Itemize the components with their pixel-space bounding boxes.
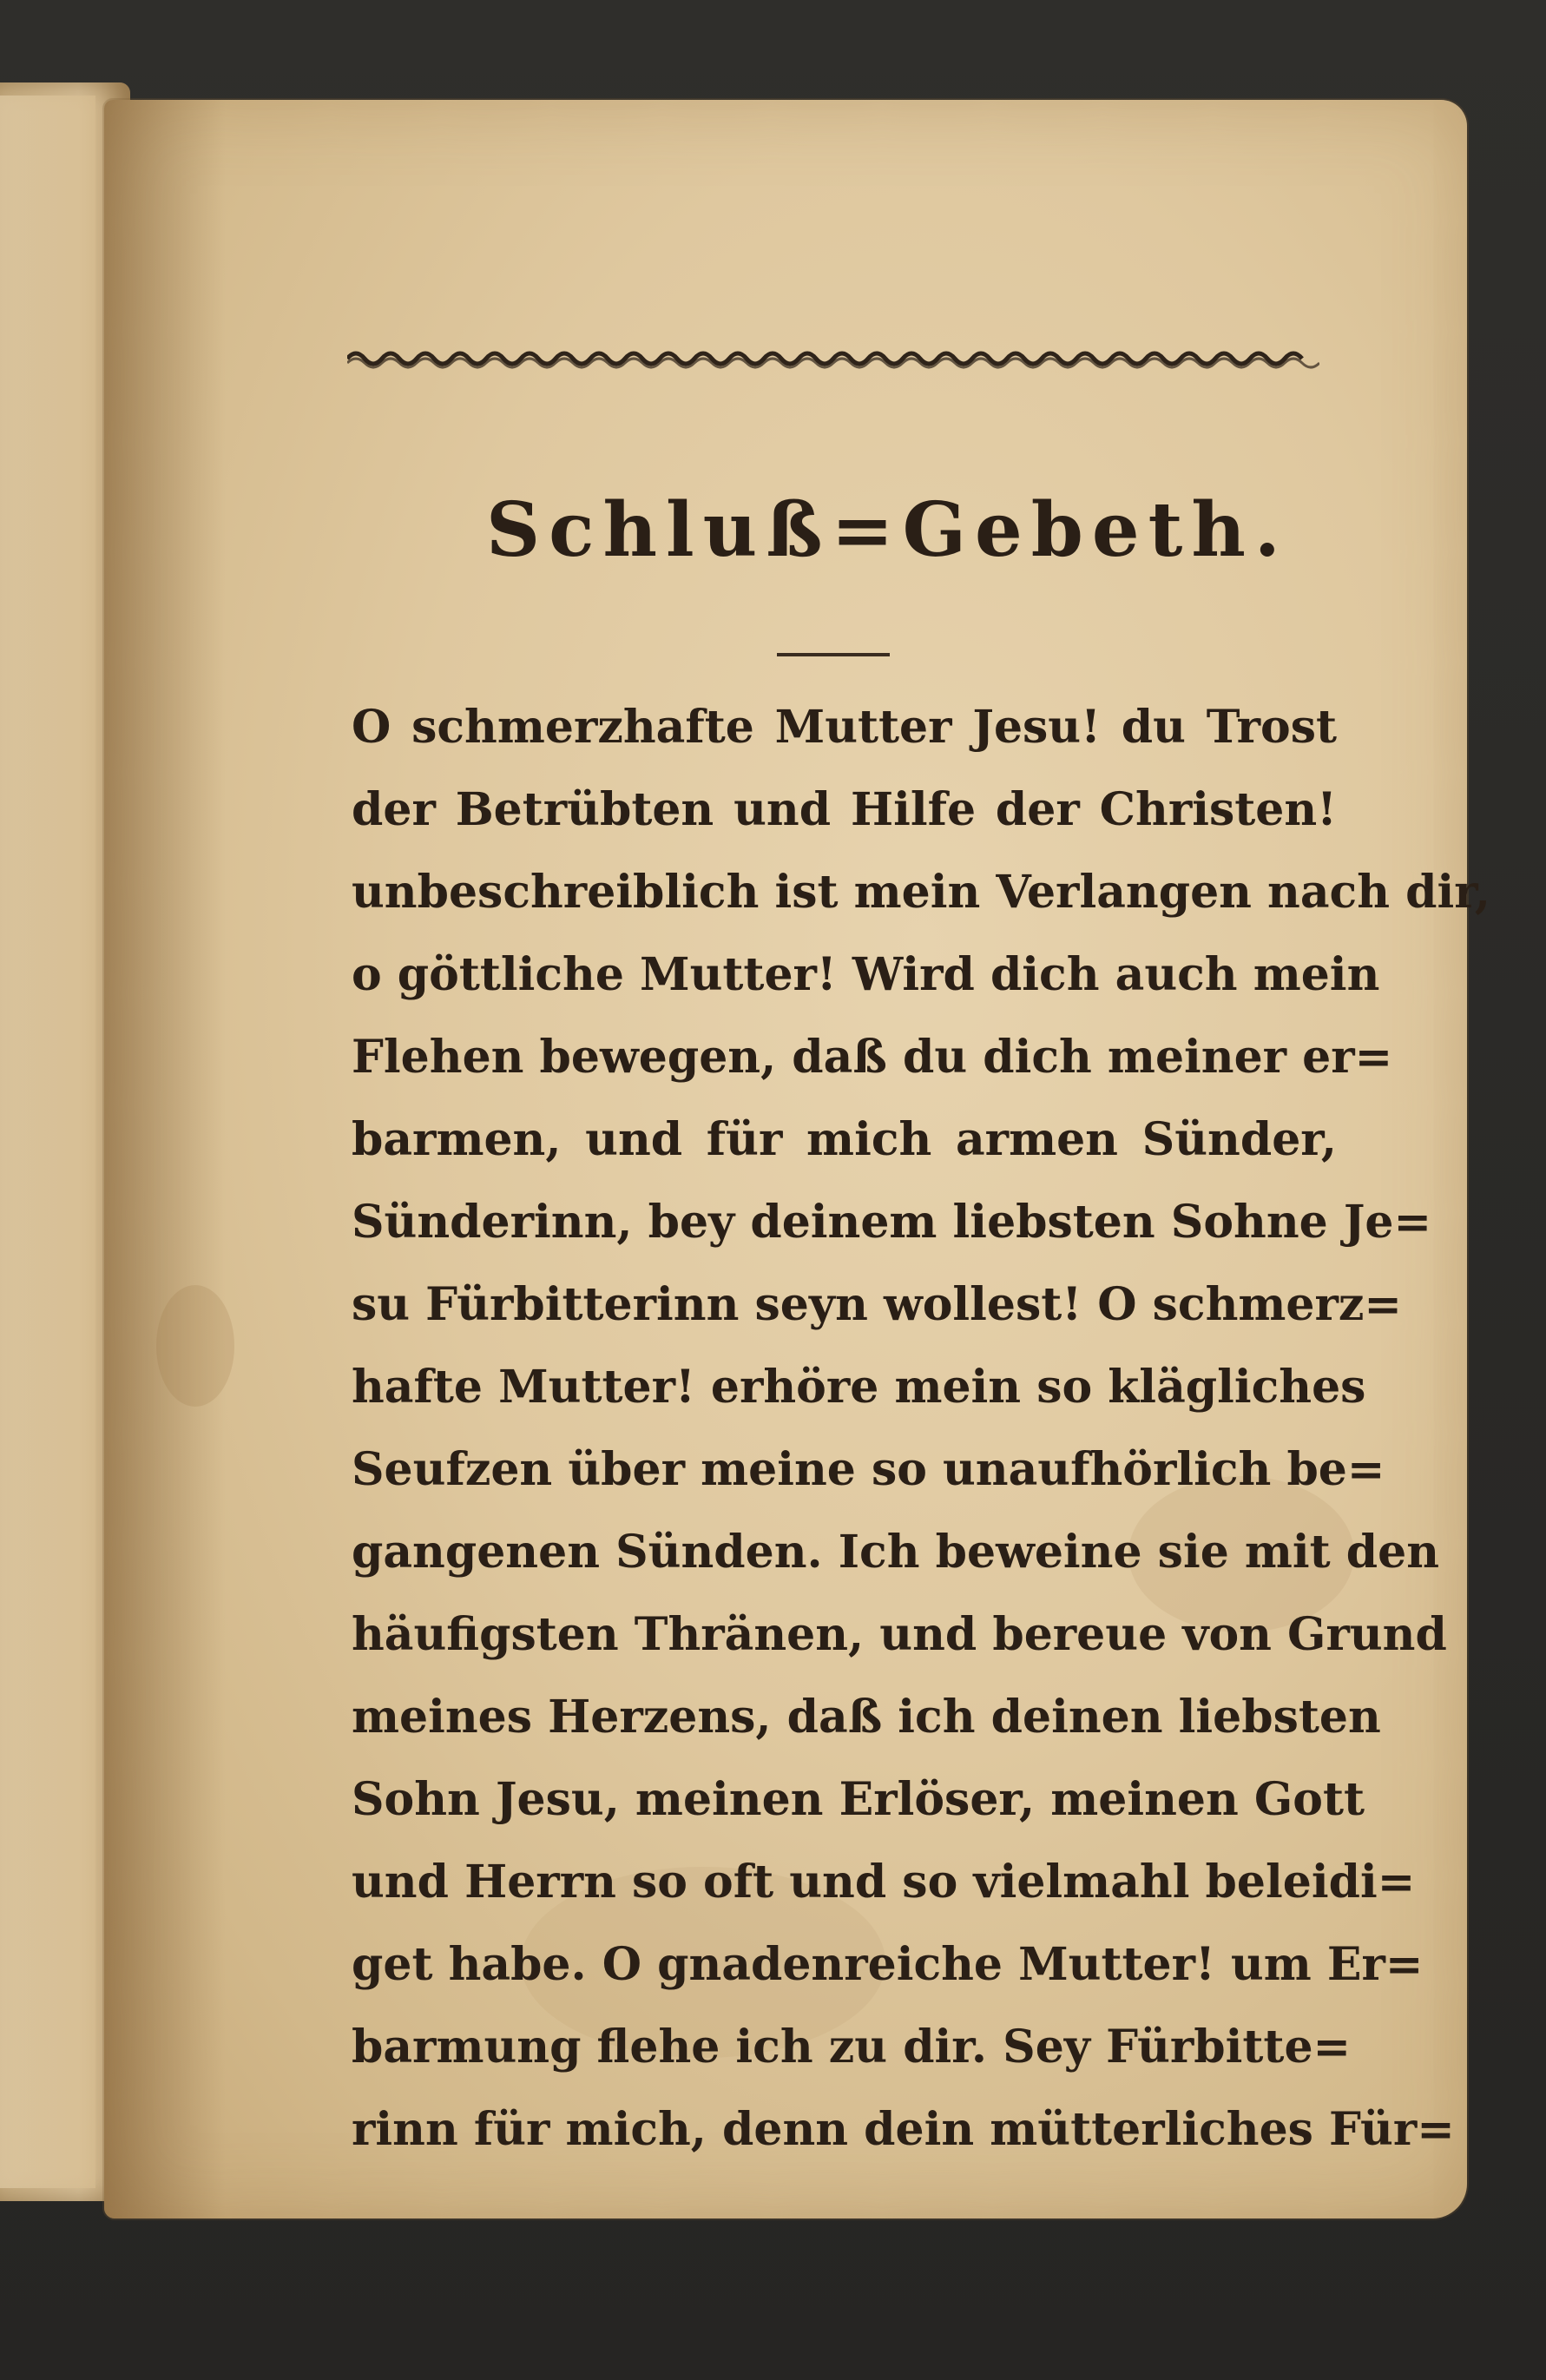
text-line: gangenen Sünden. Ich beweine sie mit den [352,1526,1440,1579]
text-line: Sünderinn, bey deinem liebsten Sohne Je= [352,1196,1432,1249]
text-line: barmung flehe ich zu dir. Sey Fürbitte= [352,2021,1352,2073]
text-line: Flehen bewegen, daß du dich meiner er= [352,1031,1393,1084]
facing-page-edge [0,96,95,2188]
text-line: meines Herzens, daß ich deinen liebsten [352,1691,1381,1744]
paper-stain [156,1285,234,1407]
text-line: rinn für mich, denn dein mütterliches Für= [352,2103,1455,2156]
prayer-text [352,686,1490,2171]
text-line: barmen, und für mich armen Sünder, [352,1113,1337,1166]
text-line: unbeschreiblich ist mein Verlangen nach dir, [352,866,1490,919]
text-line: und Herrn so oft und so vielmahl beleidi= [352,1856,1416,1909]
text-line: hafte Mutter! erhöre mein so klägliches [352,1361,1366,1414]
text-line: O schmerzhafte Mutter Jesu! du Trost [352,701,1337,754]
text-line: der Betrübten und Hilfe der Christen! [352,783,1337,836]
page-title: Schluß=Gebeth. [486,486,1289,574]
text-line: su Fürbitterinn seyn wollest! O schmerz= [352,1278,1402,1331]
text-line: Seufzen über meine so unaufhörlich be= [352,1443,1385,1496]
page-fold-shadow [104,100,226,2218]
text-line: Sohn Jesu, meinen Erlöser, meinen Gott [352,1773,1365,1826]
text-line: o göttliche Mutter! Wird dich auch mein [352,948,1380,1001]
decorative-border-ornament [347,347,1319,370]
text-line: get habe. O gnadenreiche Mutter! um Er= [352,1938,1424,1991]
title-divider [777,653,890,656]
text-line: häufigsten Thränen, und bereue von Grund [352,1608,1447,1661]
